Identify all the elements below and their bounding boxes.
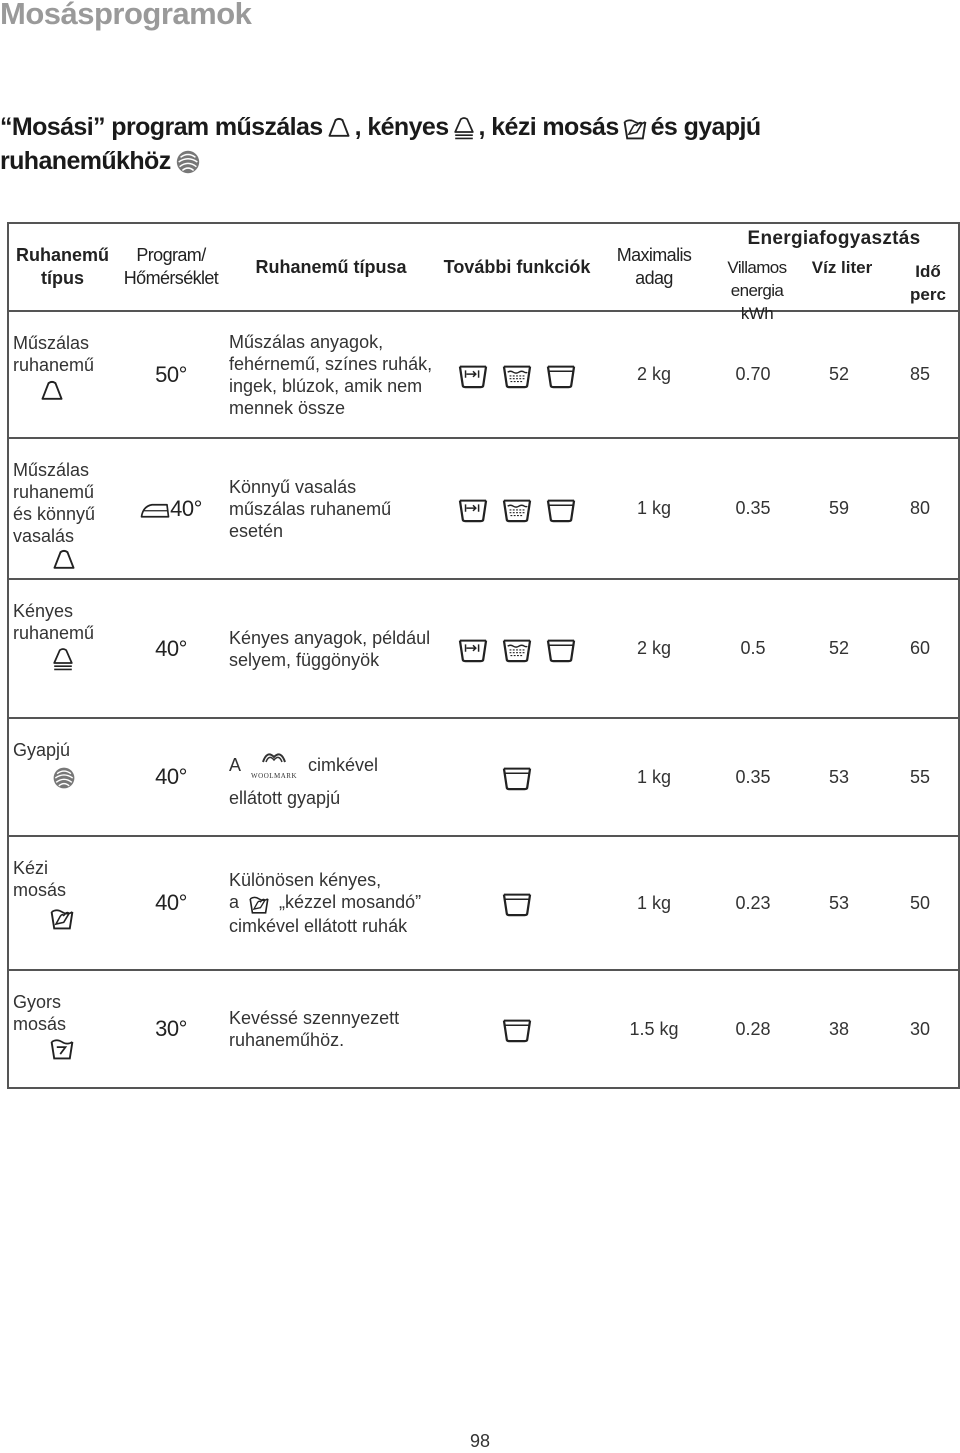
- tub-icon: [501, 1015, 533, 1043]
- row-type-cell: [8, 718, 116, 836]
- row-description-line1: Különösen kényes,: [229, 870, 382, 891]
- table-row: [8, 579, 959, 718]
- row-program: 40°: [116, 836, 226, 970]
- row-type-cell: [8, 579, 116, 718]
- hand-wash-icon: [49, 905, 75, 931]
- row-program: 40°: [116, 579, 226, 718]
- quick-wash-icon: [49, 1035, 75, 1061]
- header-energy-group: [710, 223, 959, 323]
- row-water: 38: [796, 970, 882, 1088]
- table-row: [8, 311, 959, 438]
- table-row: [8, 718, 959, 836]
- table-row: [8, 836, 959, 970]
- row-energy: 0.35: [710, 438, 796, 579]
- subtitle-part-synthetic: “Mosási” program műszálas: [0, 113, 323, 141]
- prewash-icon: [457, 635, 489, 663]
- row-energy: 0.23: [710, 836, 796, 970]
- hand-wash-icon: [622, 115, 648, 141]
- row-description-prefix: a: [229, 892, 240, 913]
- row-max-load: 1 kg: [598, 438, 710, 579]
- row-functions: [436, 311, 598, 438]
- wool-icon: [174, 148, 202, 176]
- tub-icon: [545, 635, 577, 663]
- row-description-prefix: A: [229, 754, 241, 775]
- row-time: 80: [882, 438, 959, 579]
- header-energy: Energiafogyasztás: [747, 228, 921, 249]
- header-electric: Villamos energia kWh: [727, 258, 787, 323]
- row-program: 30°: [116, 970, 226, 1088]
- tub-icon: [501, 889, 533, 917]
- row-max-load: 1 kg: [598, 718, 710, 836]
- row-max-load: 1 kg: [598, 836, 710, 970]
- section-subtitle: [0, 110, 940, 178]
- row-energy: 0.28: [710, 970, 796, 1088]
- tub-icon: [545, 495, 577, 523]
- row-type: Kényes ruhanemű: [13, 601, 95, 643]
- delicate-wash-icon: [51, 646, 75, 672]
- row-description: [226, 836, 436, 970]
- row-description-suffix: cimkével ellátott gyapjú: [229, 754, 379, 808]
- header-fabric: Ruhanemű típusa: [226, 223, 436, 311]
- prewash-icon: [457, 495, 489, 523]
- row-functions: [436, 970, 598, 1088]
- easy-iron-icon: [140, 500, 170, 520]
- row-type-cell: [8, 836, 116, 970]
- row-description: [226, 718, 436, 836]
- rinse-icon: [501, 495, 533, 523]
- row-type: Műszálas ruhanemű és könnyű vasalás: [13, 460, 96, 546]
- header-max-load: Maximalis adag: [598, 223, 710, 311]
- row-type-cell: [8, 438, 116, 579]
- row-functions: [436, 836, 598, 970]
- row-program: 40°: [116, 718, 226, 836]
- header-type: Ruhanemű típus: [8, 223, 116, 311]
- delicate-wash-icon: [452, 115, 476, 141]
- table-row: [8, 438, 959, 579]
- subtitle-part-garments: ruhaneműkhöz: [0, 147, 171, 175]
- row-type: Műszálas ruhanemű: [13, 333, 95, 375]
- wool-icon: [51, 765, 77, 791]
- hand-wash-icon: [248, 893, 270, 915]
- woolmark-icon: [259, 748, 289, 766]
- rinse-icon: [501, 635, 533, 663]
- row-water: 53: [796, 718, 882, 836]
- row-water: 59: [796, 438, 882, 579]
- row-functions: [436, 718, 598, 836]
- header-program: Program/ Hőmérséklet: [116, 223, 226, 311]
- page-title: Mosásprogramok: [0, 0, 252, 31]
- woolmark-logo: [251, 745, 297, 787]
- row-description: Kényes anyagok, például selyem, függönyök: [226, 579, 436, 718]
- row-time: 30: [882, 970, 959, 1088]
- row-time: 85: [882, 311, 959, 438]
- row-energy: 0.70: [710, 311, 796, 438]
- synthetic-wash-icon: [51, 547, 77, 573]
- row-max-load: 2 kg: [598, 311, 710, 438]
- subtitle-part-delicate: , kényes: [354, 113, 449, 141]
- tub-icon: [545, 361, 577, 389]
- prewash-icon: [457, 361, 489, 389]
- subtitle-part-hand: , kézi mosás: [478, 113, 619, 141]
- row-type: Gyors mosás: [13, 992, 67, 1034]
- header-time: Idő perc: [910, 262, 946, 304]
- table-header-row: [8, 223, 959, 311]
- row-type-cell: [8, 970, 116, 1088]
- row-functions: [436, 438, 598, 579]
- row-time: 60: [882, 579, 959, 718]
- row-type: Gyapjú: [13, 740, 71, 760]
- header-functions: További funkciók: [436, 223, 598, 311]
- rinse-icon: [501, 361, 533, 389]
- row-max-load: 2 kg: [598, 579, 710, 718]
- header-water: Víz liter: [811, 258, 873, 277]
- row-water: 53: [796, 836, 882, 970]
- row-water: 52: [796, 311, 882, 438]
- synthetic-wash-icon: [39, 378, 65, 404]
- row-time: 55: [882, 718, 959, 836]
- row-energy: 0.5: [710, 579, 796, 718]
- row-program: 50°: [116, 311, 226, 438]
- row-energy: 0.35: [710, 718, 796, 836]
- row-type-cell: [8, 311, 116, 438]
- row-program: 40°: [170, 495, 202, 521]
- page-number: 98: [469, 1431, 491, 1451]
- row-type: Kézi mosás: [13, 858, 67, 900]
- row-description: Műszálas anyagok, fehérnemű, színes ruhák, ingek, blúzok, amik nem mennek össze: [226, 311, 436, 438]
- tub-icon: [501, 763, 533, 791]
- subtitle-part-wool: és gyapjú: [650, 113, 761, 141]
- row-description: Könnyű vasalás műszálas ruhanemű esetén: [226, 438, 436, 579]
- row-functions: [436, 579, 598, 718]
- synthetic-wash-icon: [326, 115, 352, 141]
- row-program-cell: [116, 438, 226, 579]
- row-max-load: 1.5 kg: [598, 970, 710, 1088]
- woolmark-label: WOOLMARK: [251, 772, 298, 780]
- row-description-suffix: „kézzel mosandó” cimkével ellátott ruhák: [229, 892, 422, 936]
- row-water: 52: [796, 579, 882, 718]
- wash-programs-table: [7, 222, 960, 1089]
- table-row: [8, 970, 959, 1088]
- row-time: 50: [882, 836, 959, 970]
- row-description: Kevéssé szennyezett ruhaneműhöz.: [226, 970, 436, 1088]
